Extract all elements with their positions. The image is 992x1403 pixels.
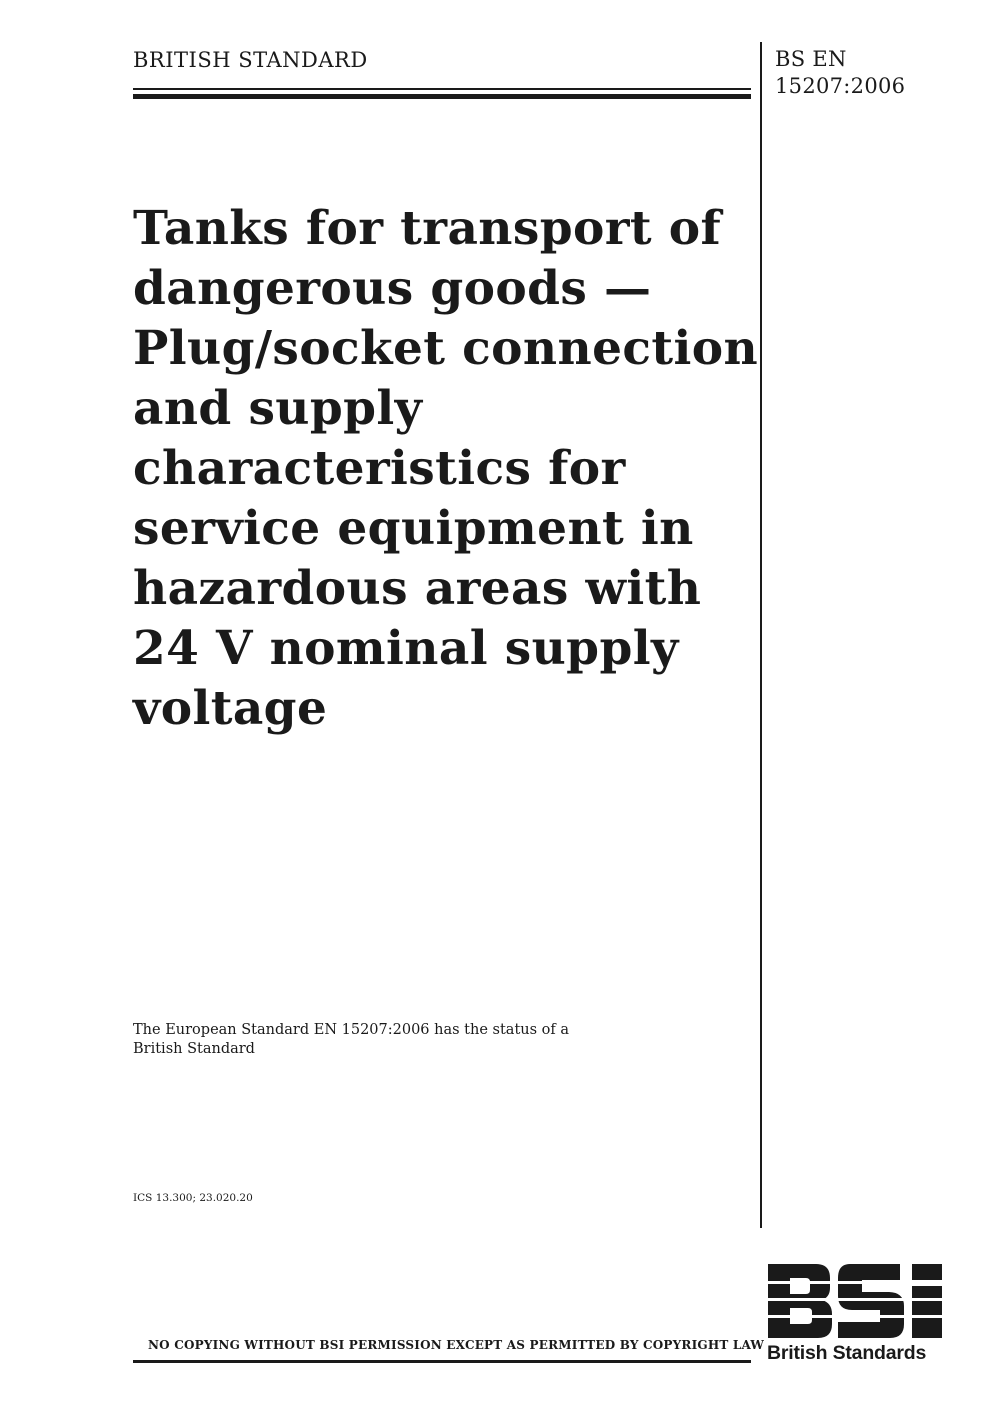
footer-divider — [133, 1360, 751, 1363]
header-divider-thick — [133, 94, 751, 99]
document-title — [133, 199, 759, 739]
title-line: Plug/socket connection — [133, 321, 759, 376]
bsi-logo-icon — [766, 1262, 946, 1342]
title-line: hazardous areas with — [133, 561, 702, 616]
ics-code: ICS 13.300; 23.020.20 — [133, 1192, 253, 1204]
title-line: characteristics for — [133, 441, 626, 496]
header-divider-thin — [133, 88, 751, 90]
status-note — [133, 1021, 633, 1059]
title-line: 24 V nominal supply — [133, 621, 679, 676]
title-line: voltage — [133, 681, 328, 736]
column-divider — [760, 42, 762, 1228]
title-line: service equipment in — [133, 501, 694, 556]
copyright-notice: NO COPYING WITHOUT BSI PERMISSION EXCEPT AS PERMITTED BY COPYRIGHT LAW — [148, 1338, 765, 1352]
title-line: Tanks for transport of — [133, 201, 722, 256]
status-note-line: The European Standard EN 15207:2006 has the status of a — [133, 1022, 570, 1038]
logo-caption: British Standards — [767, 1342, 927, 1364]
status-note-line: British Standard — [133, 1041, 255, 1057]
series-label: BRITISH STANDARD — [133, 48, 368, 72]
title-line: and supply — [133, 381, 423, 436]
document-number-line: BS EN — [775, 47, 847, 71]
document-number — [775, 46, 905, 100]
document-number-line: 15207:2006 — [775, 74, 906, 98]
title-line: dangerous goods — — [133, 261, 652, 316]
bsi-logo — [766, 1262, 946, 1372]
